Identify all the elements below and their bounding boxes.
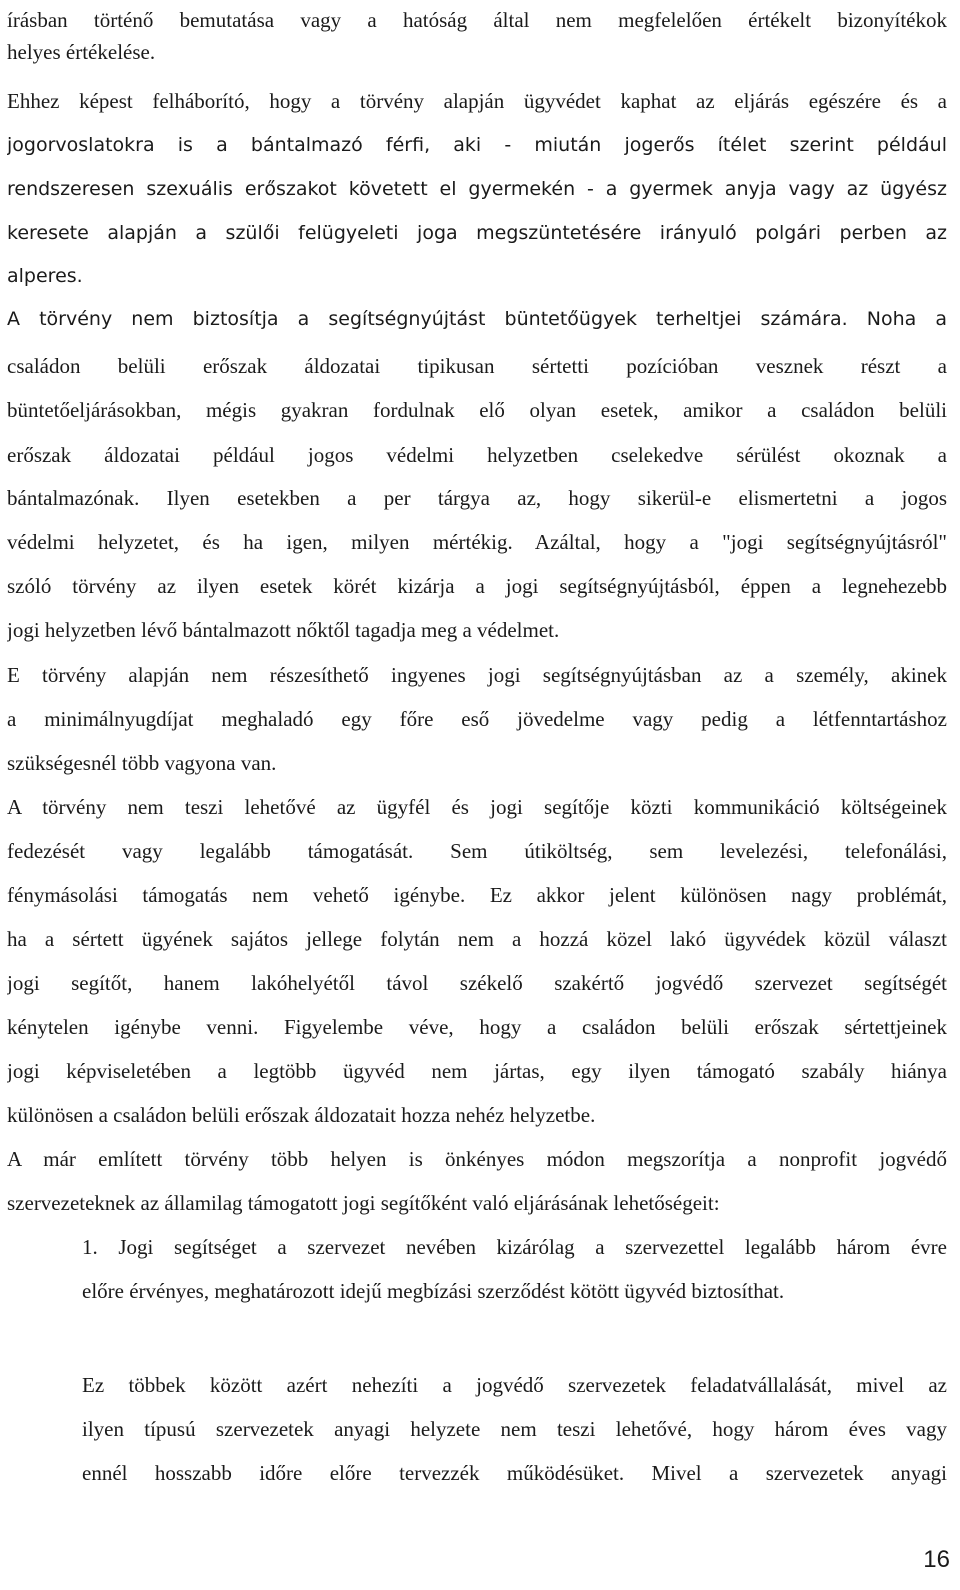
text-line: írásban történő bemutatása vagy a hatóság által nem megfelelően értékelt bizonyítékok <box>7 8 947 32</box>
text-line: szervezeteknek az államilag támogatott jogi segítőként való eljárásának lehetőségeit: <box>7 1191 720 1215</box>
text-line: keresete alapján a szülői felügyeleti joga megszüntetésére irányuló polgári perben az <box>7 222 947 244</box>
text-line: rendszeresen szexuális erőszakot követett el gyermekén - a gyermek anyja vagy az ügyész <box>7 178 947 200</box>
text-line: bántalmazónak. Ilyen esetekben a per tárgya az, hogy sikerül-e elismertetni a jogos <box>7 486 947 510</box>
text-line: szóló törvény az ilyen esetek körét kizárja a jogi segítségnyújtásból, éppen a legnehezebb <box>7 574 947 598</box>
text-line: A törvény nem biztosítja a segítségnyújtást büntetőügyek terheltjei számára. Noha a <box>7 308 947 330</box>
text-line: különösen a családon belüli erőszak áldozatait hozza nehéz helyzetbe. <box>7 1103 596 1127</box>
text-line: A törvény nem teszi lehetővé az ügyfél és jogi segítője közti kommunikáció költségeinek <box>7 795 947 819</box>
text-line: jogi helyzetben lévő bántalmazott nőktől tagadja meg a védelmet. <box>7 618 560 642</box>
text-line: ennél hosszabb időre előre tervezzék működésüket. Mivel a szervezetek anyagi <box>82 1461 947 1485</box>
text-line: E törvény alapján nem részesíthető ingyenes jogi segítségnyújtásban az a személy, akinek <box>7 663 947 687</box>
text-line: kénytelen igénybe venni. Figyelembe véve, hogy a családon belüli erőszak sértettjeinek <box>7 1015 947 1039</box>
list-item-line: 1. Jogi segítséget a szervezet nevében kizárólag a szervezettel legalább három évre <box>82 1235 947 1259</box>
text-line: családon belüli erőszak áldozatai tipikusan sértetti pozícióban vesznek részt a <box>7 354 947 378</box>
text-line: helyes értékelése. <box>7 40 156 64</box>
text-line: a minimálnyugdíjat meghaladó egy főre eső jövedelme vagy pedig a létfenntartáshoz <box>7 707 947 731</box>
text-line: fénymásolási támogatás nem vehető igénybe. Ez akkor jelent különösen nagy problémát, <box>7 883 947 907</box>
page-number: 16 <box>923 1546 950 1573</box>
text-line: alperes. <box>7 265 83 287</box>
text-line: jogi képviseletében a legtöbb ügyvéd nem jártas, egy ilyen támogató szabály hiánya <box>7 1059 947 1083</box>
text-line: jogi segítőt, hanem lakóhelyétől távol székelő szakértő jogvédő szervezet segítségét <box>7 971 947 995</box>
text-line: Ehhez képest felháborító, hogy a törvény alapján ügyvédet kaphat az eljárás egészére és a <box>7 89 947 113</box>
text-line: védelmi helyzetet, és ha igen, milyen mértékig. Azáltal, hogy a "jogi segítségnyújtásról" <box>7 530 947 554</box>
text-line: fedezését vagy legalább támogatását. Sem útiköltség, sem levelezési, telefonálási, <box>7 839 947 863</box>
text-line: jogorvoslatokra is a bántalmazó férfi, aki - miután jogerős ítélet szerint például <box>7 134 947 156</box>
list-item-line: előre érvényes, meghatározott idejű megbízási szerződést kötött ügyvéd biztosíthat. <box>82 1279 785 1303</box>
text-line: ha a sértett ügyének sajátos jellege folytán nem a hozzá közel lakó ügyvédek közül választ <box>7 927 947 951</box>
text-line: Ez többek között azért nehezíti a jogvédő szervezetek feladatvállalását, mivel az <box>82 1373 947 1397</box>
text-line: szükségesnél több vagyona van. <box>7 751 277 775</box>
text-line: ilyen típusú szervezetek anyagi helyzete nem teszi lehetővé, hogy három éves vagy <box>82 1417 947 1441</box>
text-line: erőszak áldozatai például jogos védelmi helyzetben cselekedve sérülést okoznak a <box>7 443 947 467</box>
text-line: büntetőeljárásokban, mégis gyakran fordulnak elő olyan esetek, amikor a családon belüli <box>7 398 947 422</box>
text-line: A már említett törvény több helyen is önkényes módon megszorítja a nonprofit jogvédő <box>7 1147 947 1171</box>
